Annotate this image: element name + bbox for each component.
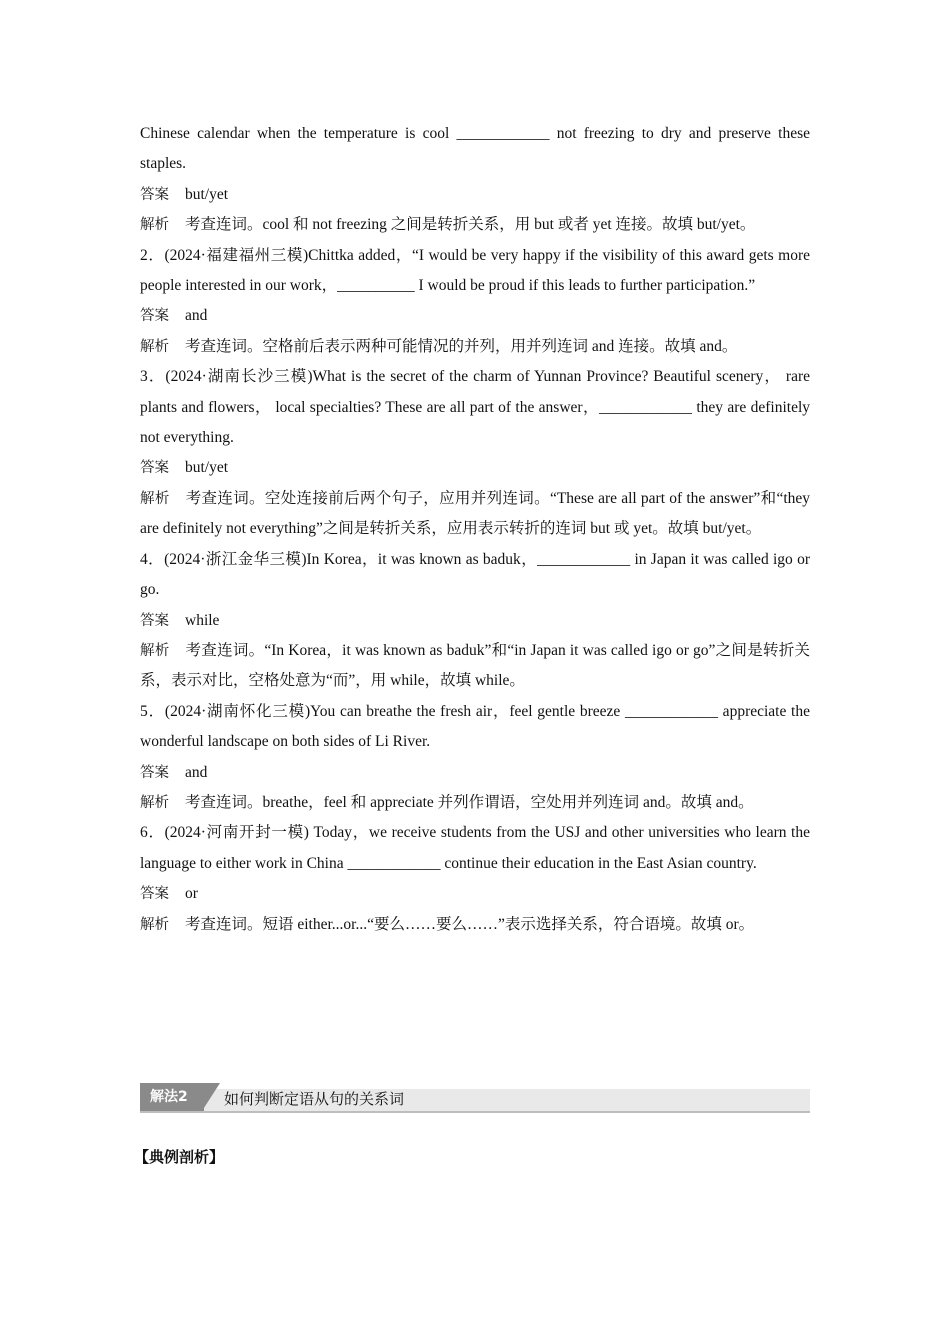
- explanation-line: [140, 788, 810, 818]
- answer-line: [140, 879, 810, 909]
- explanation-line: [140, 636, 810, 697]
- question-text: [140, 545, 810, 606]
- answer-label: 答案: [140, 460, 169, 477]
- paragraph-text: but/yet: [185, 459, 229, 477]
- paragraph-text: and: [185, 307, 208, 325]
- paragraph-text: or: [185, 885, 198, 903]
- paragraph-text: but/yet: [185, 185, 229, 203]
- paragraph-text: 考查连词。空处连接前后两个句子，应用并列连词。“These are all part of the answer”和“they are definitely not everything”之间是转折关系，应用表示转折的连词 but 或 yet。故填 but/yet。: [140, 489, 811, 538]
- explanation-label: 解析: [140, 338, 169, 355]
- paragraph-text: while: [185, 611, 220, 629]
- answer-line: [140, 758, 810, 788]
- paragraph-text: 考查连词。breathe，feel 和 appreciate 并列作谓语，空处用并列连词 and。故填 and。: [185, 793, 754, 811]
- paragraph-text: 考查连词。短语 either...or...“要么……要么……”表示选择关系，符合语境。故填 or。: [185, 915, 755, 933]
- paragraph-text: 3．(2024·湖南长沙三模)What is the secret of the charm of Yunnan Province? Beautiful scenery， rare plants and flowers， local specialties? These are all part of the answer，____________ they are definitely not everything.: [140, 368, 810, 447]
- explanation-line: [140, 210, 810, 240]
- explanation-label: 解析: [140, 490, 170, 507]
- paragraph-text: and: [185, 763, 208, 781]
- paragraph-text: 2．(2024·福建福州三模)Chittka added，“I would be very happy if the visibility of this award gets more people interested in our work，__________ I would be proud if this leads to further participation.”: [140, 246, 810, 295]
- paragraph-text: 6．(2024·河南开封一模) Today，we receive students from the USJ and other universities who learn the language to either work in China ____________ continue their education in the East Asian country.: [140, 824, 810, 872]
- question-text: [140, 697, 810, 758]
- paragraph-text: 考查连词。空格前后表示两种可能情况的并列，用并列连词 and 连接。故填 and。: [185, 337, 738, 355]
- question-text: [140, 818, 810, 879]
- paragraph-text: 4．(2024·浙江金华三模)In Korea，it was known as baduk，____________ in Japan it was called igo or go.: [140, 550, 810, 599]
- explanation-line: [140, 484, 810, 545]
- explanation-label: 解析: [140, 794, 169, 811]
- answer-label: 答案: [140, 186, 169, 203]
- explanation-line: [140, 910, 810, 940]
- question-text: [140, 241, 810, 302]
- paragraph-text: 考查连词。cool 和 not freezing 之间是转折关系，用 but 或者 yet 连接。故填 but/yet。: [185, 216, 756, 234]
- answer-label: 答案: [140, 612, 169, 629]
- answer-line: [140, 301, 810, 331]
- section-tag: 解法2: [140, 1083, 204, 1111]
- exercise-content: [140, 119, 810, 940]
- answer-line: [140, 453, 810, 483]
- answer-line: [140, 180, 810, 210]
- explanation-line: [140, 332, 810, 362]
- answer-label: 答案: [140, 886, 169, 903]
- explanation-label: 解析: [140, 916, 169, 933]
- question-text: [140, 119, 810, 180]
- paragraph-text: 考查连词。“In Korea，it was known as baduk”和“in Japan it was called igo or go”之间是转折关系，表示对比，空格处意为“而”，用 while，故填 while。: [140, 641, 810, 690]
- answer-label: 答案: [140, 308, 169, 325]
- section-header-bar: [140, 1083, 810, 1113]
- section-title: 如何判断定语从句的关系词: [224, 1090, 405, 1108]
- answer-line: [140, 606, 810, 636]
- paragraph-text: Chinese calendar when the temperature is cool ____________ not freezing to dry and preserve these staples.: [140, 125, 810, 173]
- question-text: [140, 362, 810, 453]
- explanation-label: 解析: [140, 217, 169, 234]
- answer-label: 答案: [140, 764, 169, 781]
- paragraph-text: 5．(2024·湖南怀化三模)You can breathe the fresh air，feel gentle breeze ____________ appreciate the wonderful landscape on both sides of Li River.: [140, 702, 810, 751]
- section-tag-wedge: [202, 1083, 220, 1111]
- explanation-label: 解析: [140, 642, 170, 659]
- example-heading: 【典例剖析】: [134, 1148, 225, 1166]
